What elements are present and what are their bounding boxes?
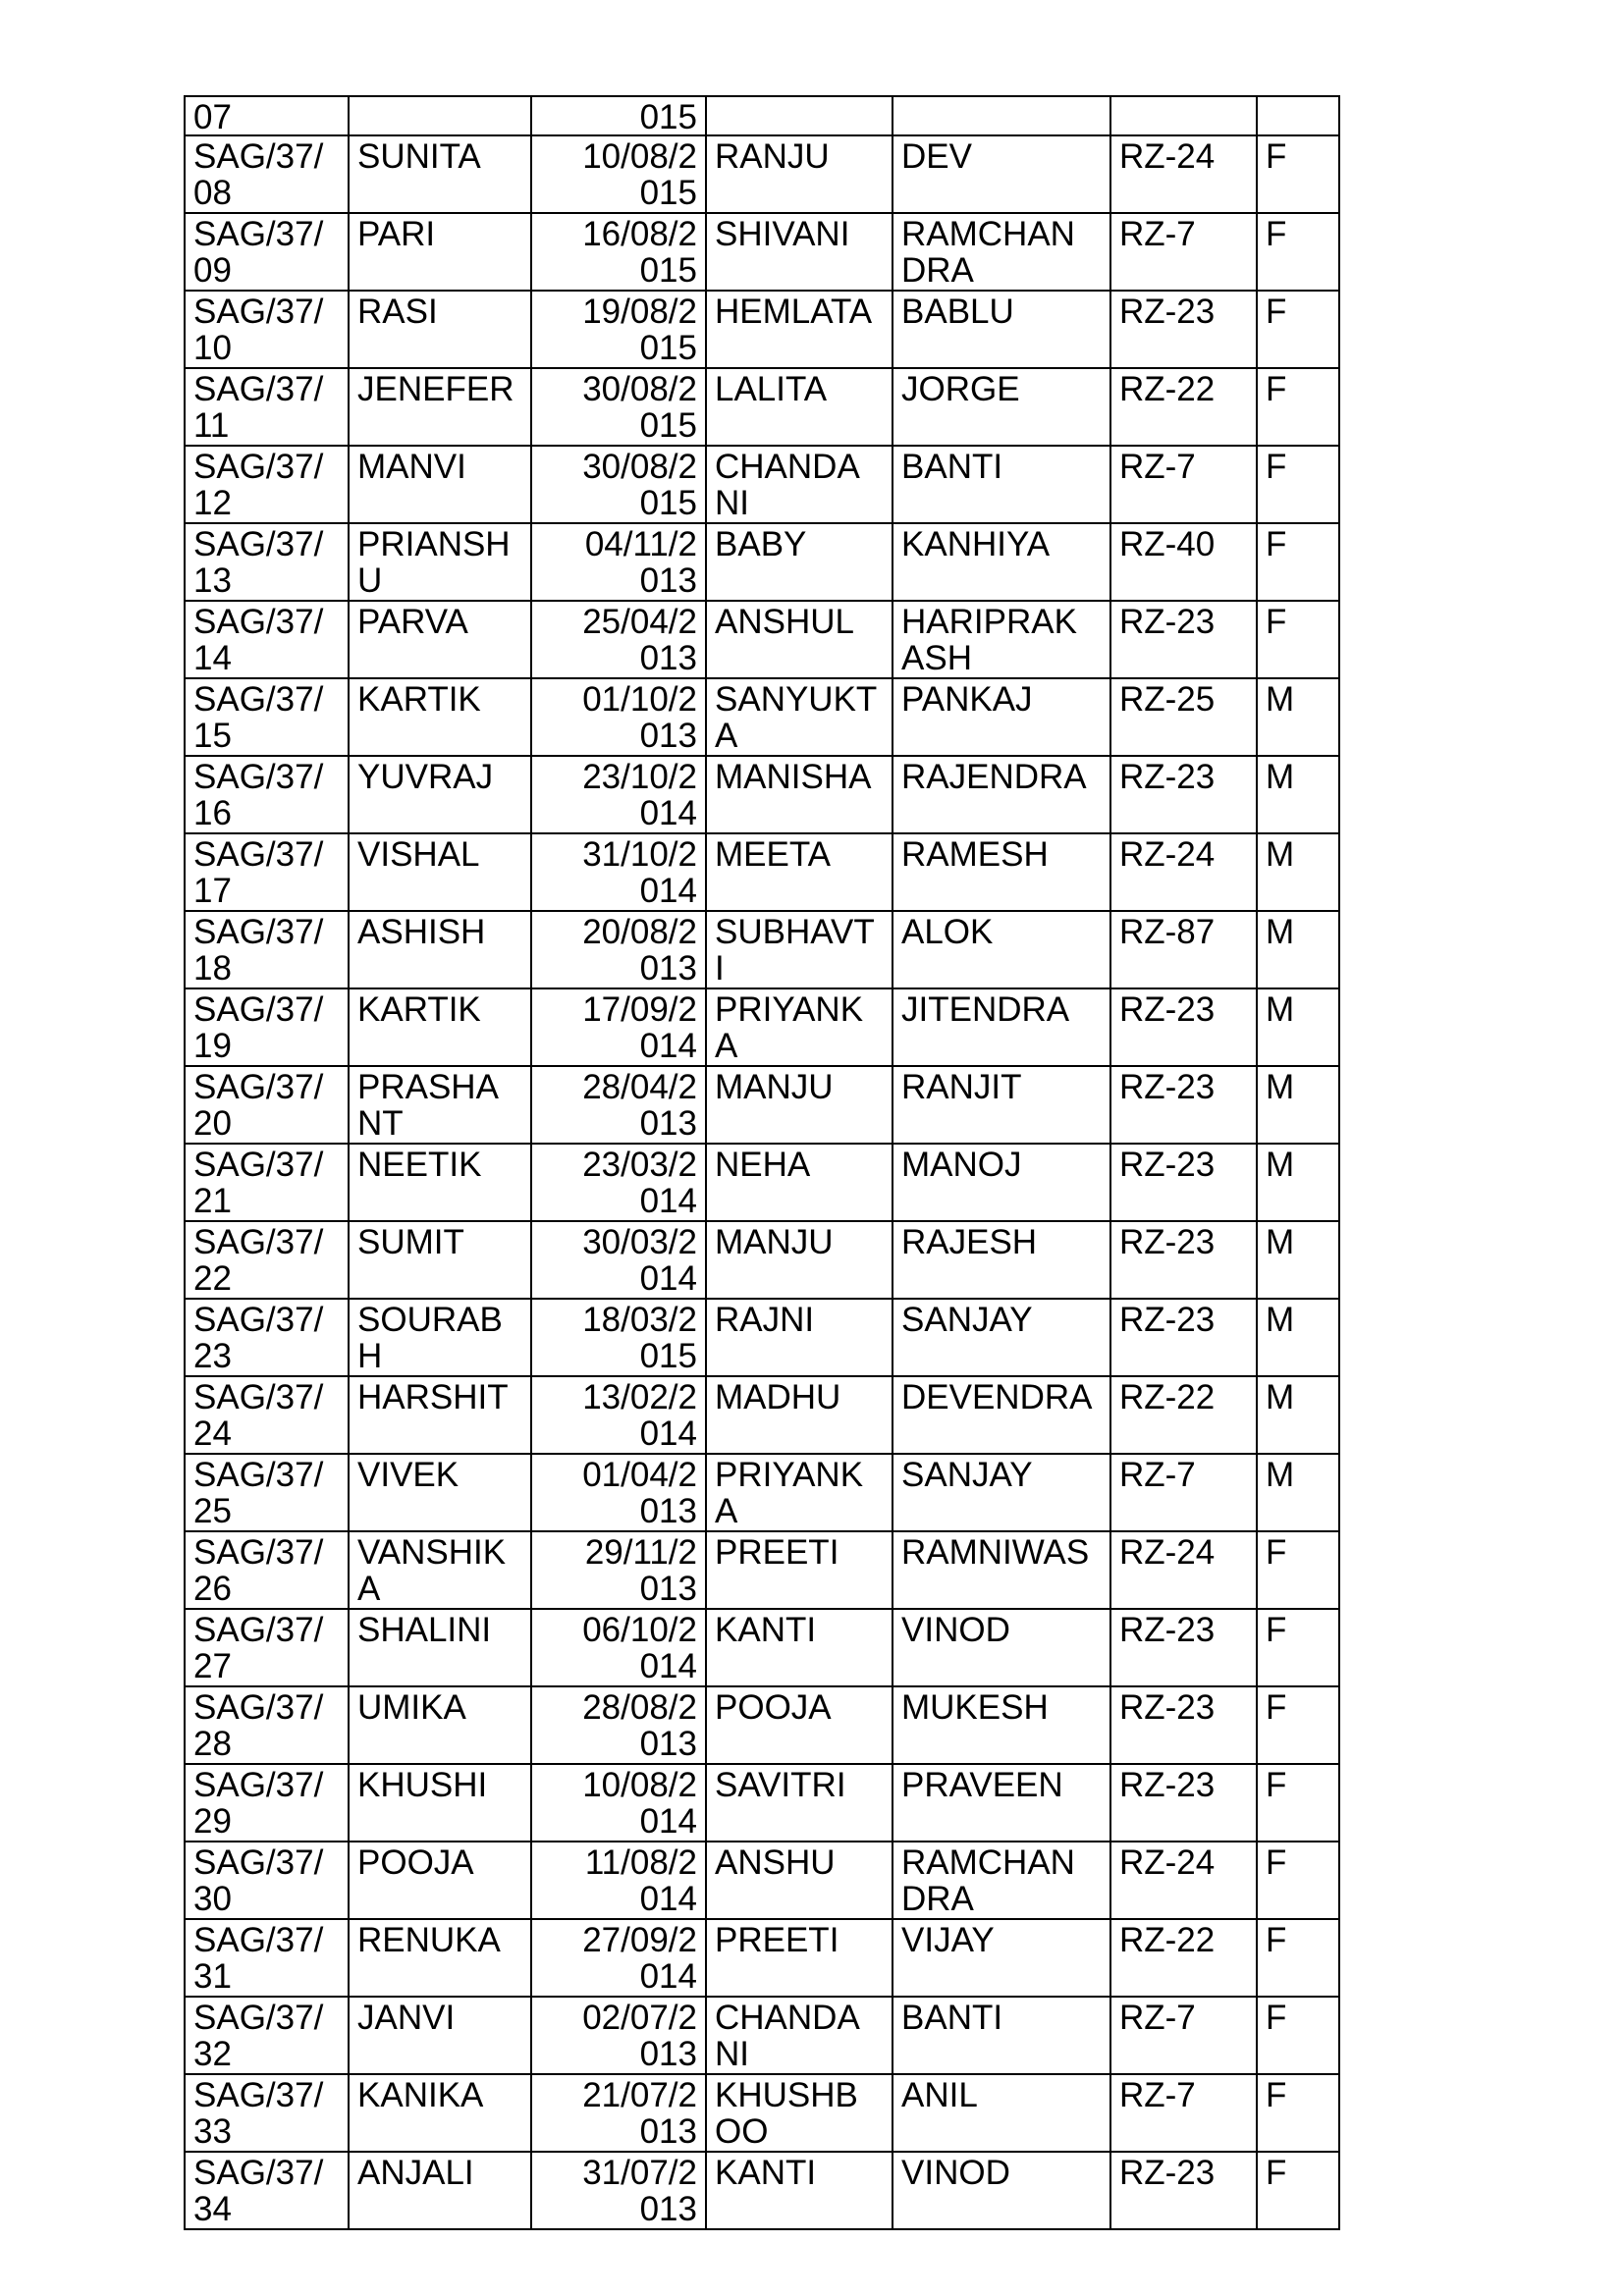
cell-mother-name: RANJU [707,136,892,212]
cell-father-name: DEVENDRA [893,1377,1109,1453]
cell-dob: 27/09/2014 [532,1920,705,1996]
cell-father-name: BANTI [893,447,1109,522]
cell-reg-no: SAG/37/11 [186,369,348,445]
cell-address: RZ-7 [1111,214,1256,290]
cell-dob: 13/02/2014 [532,1377,705,1453]
cell-gender: F [1258,2075,1338,2151]
cell-reg-no: SAG/37/08 [186,136,348,212]
cell-gender: M [1258,1067,1338,1143]
cell-dob: 10/08/2015 [532,136,705,212]
cell-address: RZ-23 [1111,757,1256,832]
cell-mother-name: MADHU [707,1377,892,1453]
cell-reg-no: SAG/37/31 [186,1920,348,1996]
cell-reg-no: SAG/37/21 [186,1145,348,1220]
cell-father-name: RAMNIWAS [893,1532,1109,1608]
cell-gender: M [1258,1145,1338,1220]
cell-dob: 01/04/2013 [532,1455,705,1530]
cell-address: RZ-23 [1111,1610,1256,1685]
cell-reg-no: SAG/37/27 [186,1610,348,1685]
cell-student-name: KARTIK [350,989,530,1065]
cell-address: RZ-7 [1111,447,1256,522]
cell-address: RZ-23 [1111,602,1256,677]
cell-student-name: JENEFER [350,369,530,445]
cell-student-name: YUVRAJ [350,757,530,832]
cell-dob: 01/10/2013 [532,679,705,755]
cell-dob: 18/03/2015 [532,1300,705,1375]
cell-gender: F [1258,136,1338,212]
cell-reg-no: SAG/37/30 [186,1842,348,1918]
cell-address: RZ-23 [1111,1300,1256,1375]
cell-reg-no: SAG/37/28 [186,1687,348,1763]
cell-father-name: JORGE [893,369,1109,445]
cell-reg-no: SAG/37/34 [186,2153,348,2228]
cell-dob: 23/10/2014 [532,757,705,832]
cell-mother-name: SHIVANI [707,214,892,290]
student-records-table [184,95,1340,2230]
cell-reg-no: SAG/37/33 [186,2075,348,2151]
cell-gender: M [1258,1455,1338,1530]
cell-reg-no: SAG/37/24 [186,1377,348,1453]
cell-dob: 23/03/2014 [532,1145,705,1220]
cell-father-name: HARIPRAKASH [893,602,1109,677]
cell-mother-name: CHANDANI [707,1998,892,2073]
cell-gender: F [1258,1998,1338,2073]
cell-father-name: RAMESH [893,834,1109,910]
cell-address: RZ-7 [1111,2075,1256,2151]
cell-address: RZ-7 [1111,1455,1256,1530]
cell-address: RZ-23 [1111,989,1256,1065]
cell-father-name: RAMCHANDRA [893,214,1109,290]
cell-student-name: POOJA [350,1842,530,1918]
cell-father-name: BANTI [893,1998,1109,2073]
cell-student-name: SOURABH [350,1300,530,1375]
cell-address: RZ-87 [1111,912,1256,988]
cell-gender: M [1258,679,1338,755]
cell-student-name: KHUSHI [350,1765,530,1841]
cell-student-name: NEETIK [350,1145,530,1220]
cell-mother-name: PREETI [707,1532,892,1608]
cell-reg-no: SAG/37/26 [186,1532,348,1608]
cell-student-name: RASI [350,292,530,367]
cell-dob: 16/08/2015 [532,214,705,290]
cell-address: RZ-40 [1111,524,1256,600]
cell-mother-name [707,97,892,134]
cell-student-name: ASHISH [350,912,530,988]
cell-student-name: PRIANSHU [350,524,530,600]
cell-dob: 30/03/2014 [532,1222,705,1298]
cell-mother-name: MANISHA [707,757,892,832]
cell-mother-name: NEHA [707,1145,892,1220]
cell-father-name: SANJAY [893,1455,1109,1530]
cell-student-name: VIVEK [350,1455,530,1530]
cell-mother-name: SANYUKTA [707,679,892,755]
cell-mother-name: BABY [707,524,892,600]
cell-mother-name: SAVITRI [707,1765,892,1841]
cell-student-name: RENUKA [350,1920,530,1996]
cell-father-name: RANJIT [893,1067,1109,1143]
cell-father-name: RAMCHANDRA [893,1842,1109,1918]
cell-gender: F [1258,1842,1338,1918]
cell-gender: F [1258,292,1338,367]
cell-student-name: JANVI [350,1998,530,2073]
cell-gender: F [1258,214,1338,290]
cell-mother-name: KANTI [707,2153,892,2228]
cell-father-name: BABLU [893,292,1109,367]
cell-gender: F [1258,2153,1338,2228]
cell-gender: M [1258,912,1338,988]
cell-gender: M [1258,989,1338,1065]
cell-reg-no: SAG/37/19 [186,989,348,1065]
cell-father-name: RAJESH [893,1222,1109,1298]
cell-gender: F [1258,1532,1338,1608]
cell-mother-name: HEMLATA [707,292,892,367]
cell-father-name: DEV [893,136,1109,212]
cell-reg-no: SAG/37/16 [186,757,348,832]
cell-father-name: SANJAY [893,1300,1109,1375]
cell-address: RZ-23 [1111,1145,1256,1220]
cell-dob: 21/07/2013 [532,2075,705,2151]
cell-dob: 11/08/2014 [532,1842,705,1918]
cell-father-name: KANHIYA [893,524,1109,600]
cell-mother-name: PRIYANKA [707,989,892,1065]
cell-reg-no: SAG/37/32 [186,1998,348,2073]
cell-gender: M [1258,757,1338,832]
cell-mother-name: LALITA [707,369,892,445]
cell-father-name: PANKAJ [893,679,1109,755]
cell-gender: F [1258,1687,1338,1763]
cell-dob: 25/04/2013 [532,602,705,677]
cell-dob: 06/10/2014 [532,1610,705,1685]
cell-address: RZ-24 [1111,136,1256,212]
cell-mother-name: MANJU [707,1067,892,1143]
cell-gender: M [1258,834,1338,910]
cell-student-name: KARTIK [350,679,530,755]
cell-address: RZ-24 [1111,1532,1256,1608]
cell-dob: 31/07/2013 [532,2153,705,2228]
cell-address: RZ-22 [1111,1920,1256,1996]
cell-father-name: MUKESH [893,1687,1109,1763]
cell-gender: M [1258,1377,1338,1453]
cell-reg-no: 07 [186,97,348,134]
cell-gender: F [1258,1765,1338,1841]
cell-reg-no: SAG/37/14 [186,602,348,677]
cell-father-name: VIJAY [893,1920,1109,1996]
cell-father-name: ALOK [893,912,1109,988]
cell-address: RZ-22 [1111,1377,1256,1453]
cell-reg-no: SAG/37/10 [186,292,348,367]
cell-address: RZ-7 [1111,1998,1256,2073]
cell-dob: 17/09/2014 [532,989,705,1065]
cell-student-name [350,97,530,134]
cell-student-name: SUMIT [350,1222,530,1298]
cell-gender: F [1258,369,1338,445]
cell-reg-no: SAG/37/13 [186,524,348,600]
cell-address: RZ-25 [1111,679,1256,755]
cell-mother-name: POOJA [707,1687,892,1763]
cell-reg-no: SAG/37/18 [186,912,348,988]
cell-mother-name: SUBHAVTI [707,912,892,988]
cell-reg-no: SAG/37/29 [186,1765,348,1841]
cell-mother-name: PRIYANKA [707,1455,892,1530]
cell-mother-name: KANTI [707,1610,892,1685]
cell-address: RZ-24 [1111,834,1256,910]
cell-student-name: VISHAL [350,834,530,910]
cell-dob: 29/11/2013 [532,1532,705,1608]
cell-dob: 31/10/2014 [532,834,705,910]
cell-student-name: PARVA [350,602,530,677]
cell-gender [1258,97,1338,134]
cell-gender: F [1258,1610,1338,1685]
cell-gender: F [1258,524,1338,600]
cell-student-name: SHALINI [350,1610,530,1685]
cell-mother-name: PREETI [707,1920,892,1996]
cell-mother-name: CHANDANI [707,447,892,522]
cell-gender: F [1258,447,1338,522]
cell-dob: 02/07/2013 [532,1998,705,2073]
cell-reg-no: SAG/37/09 [186,214,348,290]
cell-dob: 19/08/2015 [532,292,705,367]
cell-address: RZ-23 [1111,1765,1256,1841]
cell-gender: F [1258,1920,1338,1996]
cell-student-name: SUNITA [350,136,530,212]
cell-dob: 04/11/2013 [532,524,705,600]
cell-mother-name: MEETA [707,834,892,910]
cell-student-name: PRASHANT [350,1067,530,1143]
cell-father-name: JITENDRA [893,989,1109,1065]
cell-father-name: RAJENDRA [893,757,1109,832]
cell-student-name: KANIKA [350,2075,530,2151]
cell-dob: 015 [532,97,705,134]
cell-mother-name: MANJU [707,1222,892,1298]
cell-reg-no: SAG/37/25 [186,1455,348,1530]
cell-gender: F [1258,602,1338,677]
cell-reg-no: SAG/37/12 [186,447,348,522]
cell-gender: M [1258,1222,1338,1298]
cell-student-name: HARSHIT [350,1377,530,1453]
cell-reg-no: SAG/37/23 [186,1300,348,1375]
cell-dob: 30/08/2015 [532,447,705,522]
cell-mother-name: ANSHU [707,1842,892,1918]
cell-mother-name: ANSHUL [707,602,892,677]
cell-address: RZ-23 [1111,1222,1256,1298]
cell-reg-no: SAG/37/15 [186,679,348,755]
cell-father-name: PRAVEEN [893,1765,1109,1841]
cell-father-name: VINOD [893,1610,1109,1685]
cell-mother-name: KHUSHBOO [707,2075,892,2151]
cell-student-name: UMIKA [350,1687,530,1763]
cell-father-name: VINOD [893,2153,1109,2228]
cell-address: RZ-24 [1111,1842,1256,1918]
cell-father-name [893,97,1109,134]
cell-reg-no: SAG/37/20 [186,1067,348,1143]
cell-student-name: PARI [350,214,530,290]
cell-gender: M [1258,1300,1338,1375]
cell-address: RZ-23 [1111,1687,1256,1763]
cell-dob: 30/08/2015 [532,369,705,445]
cell-mother-name: RAJNI [707,1300,892,1375]
cell-dob: 28/08/2013 [532,1687,705,1763]
cell-dob: 20/08/2013 [532,912,705,988]
cell-address [1111,97,1256,134]
cell-address: RZ-23 [1111,1067,1256,1143]
cell-dob: 28/04/2013 [532,1067,705,1143]
cell-reg-no: SAG/37/17 [186,834,348,910]
cell-address: RZ-23 [1111,2153,1256,2228]
cell-father-name: MANOJ [893,1145,1109,1220]
cell-father-name: ANIL [893,2075,1109,2151]
cell-student-name: MANVI [350,447,530,522]
cell-address: RZ-22 [1111,369,1256,445]
cell-dob: 10/08/2014 [532,1765,705,1841]
cell-reg-no: SAG/37/22 [186,1222,348,1298]
cell-student-name: ANJALI [350,2153,530,2228]
cell-address: RZ-23 [1111,292,1256,367]
cell-student-name: VANSHIKA [350,1532,530,1608]
